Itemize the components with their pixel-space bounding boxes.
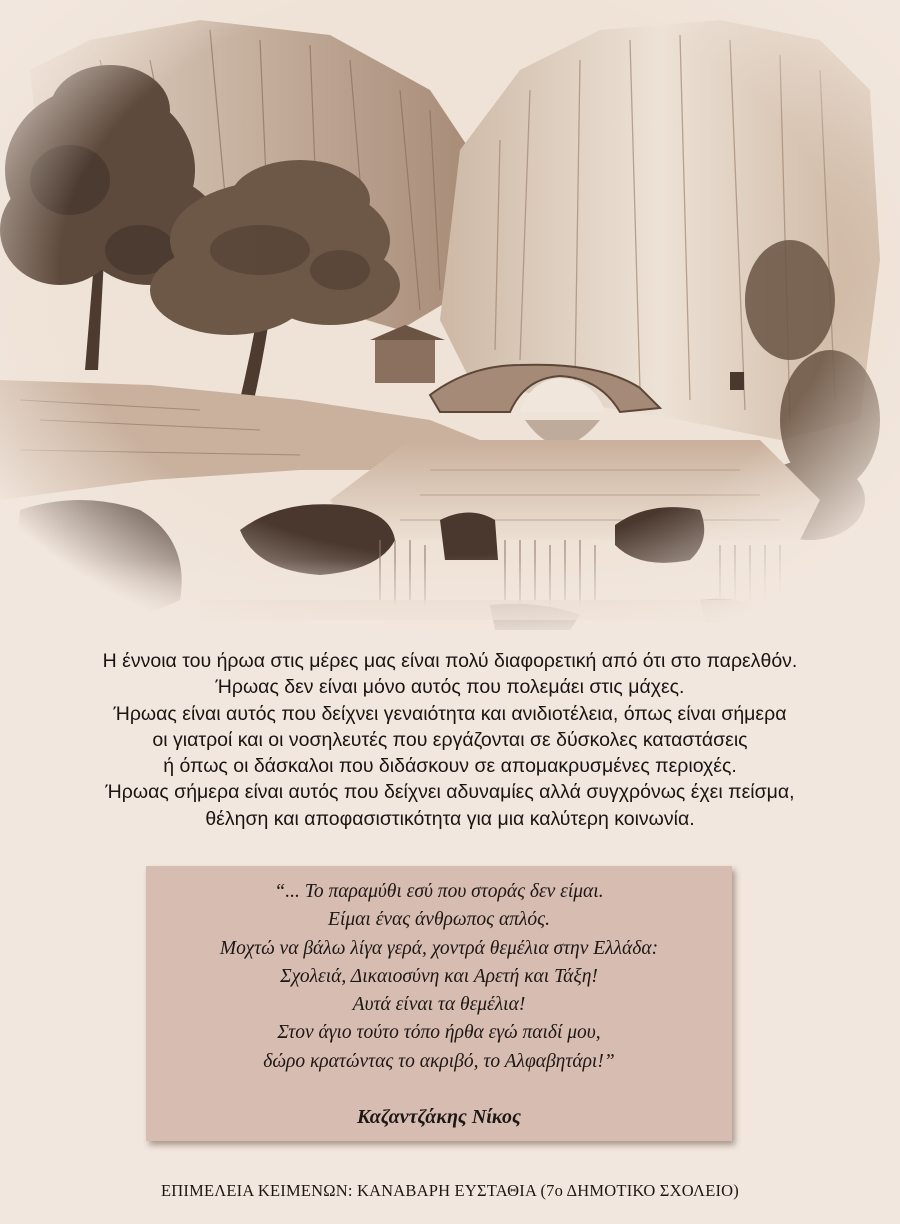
- paragraph-line: Ήρωας σήμερα είναι αυτός που δείχνει αδυναμίες αλλά συγχρόνως έχει πείσμα,: [105, 781, 795, 804]
- quote-line: Σχολειά, Δικαιοσύνη και Αρετή και Τάξη!: [280, 965, 598, 987]
- quote-box: [146, 866, 732, 1141]
- paragraph-line: ή όπως οι δάσκαλοι που διδάσκουν σε απομακρυσμένες περιοχές.: [163, 755, 737, 778]
- quote-line: “... Το παραμύθι εσύ που στοράς δεν είμαι.: [274, 881, 604, 902]
- paragraph-line: Ήρωας δεν είναι μόνο αυτός που πολεμάει στις μάχες.: [215, 676, 685, 699]
- paragraph-line: Ήρωας είναι αυτός που δείχνει γεναιότητα και ανιδιοτέλεια, όπως είναι σήμερα: [113, 702, 787, 725]
- quote-line: Αυτά είναι τα θεμέλια!: [352, 994, 526, 1016]
- credits-footer: ΕΠΙΜΕΛΕΙΑ ΚΕΙΜΕΝΩΝ: ΚΑΝΑΒΑΡΗ ΕΥΣΤΑΘΙΑ (7ο ΔΗΜΟΤΙΚΟ ΣΧΟΛΕΙΟ): [161, 1181, 739, 1200]
- quote-line: Στον άγιο τούτο τόπο ήρθα εγώ παιδί μου,: [277, 1022, 601, 1044]
- hero-paragraph: [40, 648, 860, 832]
- quote-text: [146, 878, 732, 1076]
- quote-author: Καζαντζάκης Νίκος: [357, 1106, 521, 1128]
- paragraph-line: θέληση και αποφασιστικότητα για μια καλύτερη κοινωνία.: [205, 807, 695, 830]
- quote-line: Μοχτώ να βάλω λίγα γερά, χοντρά θεμέλια στην Ελλάδα:: [219, 937, 659, 959]
- paragraph-line: Η έννοια του ήρωα στις μέρες μας είναι πολύ διαφορετική από ότι στο παρελθόν.: [102, 650, 798, 672]
- quote-line: δώρο κρατώντας το ακριβό, το Αλφαβητάρι!”: [263, 1050, 615, 1072]
- quote-line: Είμαι ένας άνθρωπος απλός.: [328, 909, 550, 931]
- paragraph-line: οι γιατροί και οι νοσηλευτές που εργάζονται σε δύσκολες καταστάσεις: [152, 728, 748, 751]
